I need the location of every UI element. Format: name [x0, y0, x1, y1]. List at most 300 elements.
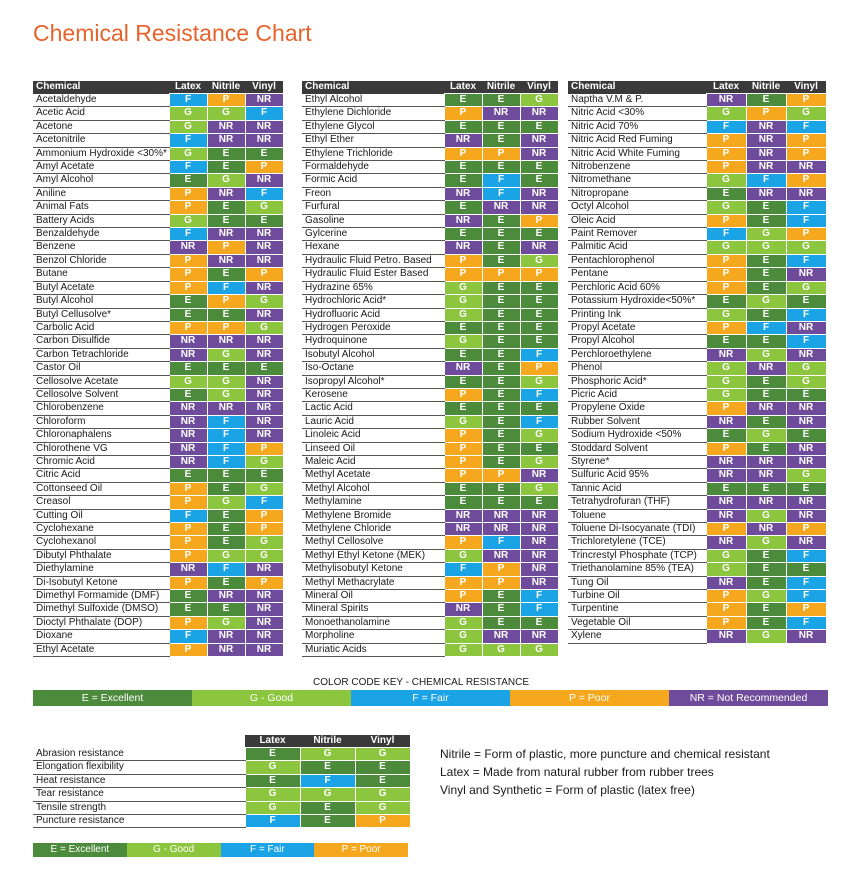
rating-cell: NR [706, 94, 746, 107]
chemical-name: Benzaldehyde [33, 228, 169, 241]
rating-cell: E [706, 187, 746, 200]
rating-cell: F [482, 187, 520, 200]
rating-cell: F [786, 308, 826, 321]
rating-cell: P [444, 455, 482, 468]
table-row [33, 268, 283, 281]
chemical-name: Cellosolve Acetate [33, 375, 169, 388]
rating-cell: NR [706, 455, 746, 468]
rating-cell: G [520, 455, 558, 468]
table-row [302, 254, 558, 267]
rating-cell: P [706, 254, 746, 267]
legend-vinyl: Vinyl and Synthetic = Form of plastic (latex free) [440, 783, 695, 797]
rating-cell: NR [746, 120, 786, 133]
rating-cell: NR [786, 496, 826, 509]
table-row [568, 415, 826, 428]
rating-cell: E [207, 469, 245, 482]
rating-cell: P [706, 321, 746, 334]
chemical-name: Iso-Octane [302, 362, 444, 375]
rating-cell: P [169, 643, 207, 656]
rating-cell: NR [520, 147, 558, 160]
rating-cell: G [207, 616, 245, 629]
key2-item: E = Excellent [33, 843, 127, 857]
rating-cell: F [786, 120, 826, 133]
rating-cell: P [482, 268, 520, 281]
rating-cell: G [444, 335, 482, 348]
rating-cell: E [482, 429, 520, 442]
rating-cell: NR [706, 509, 746, 522]
table-row [302, 174, 558, 187]
table-row [568, 228, 826, 241]
rating-cell: F [786, 201, 826, 214]
rating-cell: P [444, 147, 482, 160]
rating-cell: G [746, 429, 786, 442]
table-row [302, 214, 558, 227]
chemical-name: Carbon Tetrachloride [33, 348, 169, 361]
table-row [33, 321, 283, 334]
rating-cell: NR [245, 94, 283, 107]
rating-cell: G [169, 147, 207, 160]
column-header-chemical: Chemical [302, 81, 444, 94]
rating-cell: NR [520, 536, 558, 549]
rating-cell: F [706, 228, 746, 241]
table-row [302, 107, 558, 120]
property-name: Tensile strength [33, 801, 245, 814]
chem-table-1 [33, 81, 284, 657]
rating-cell: G [706, 388, 746, 401]
table-row [568, 563, 826, 576]
rating-cell: P [482, 576, 520, 589]
property-row [33, 748, 410, 761]
rating-cell: G [207, 107, 245, 120]
table-row [568, 362, 826, 375]
rating-cell: P [444, 469, 482, 482]
table-row [568, 241, 826, 254]
rating-cell: NR [169, 335, 207, 348]
table-row [33, 509, 283, 522]
table-row [302, 228, 558, 241]
rating-cell: E [482, 94, 520, 107]
table-row [302, 147, 558, 160]
rating-cell: G [706, 201, 746, 214]
rating-cell: E [746, 308, 786, 321]
rating-cell: G [746, 536, 786, 549]
rating-cell: G [207, 348, 245, 361]
rating-cell: E [482, 161, 520, 174]
chemical-name: Methyl Cellosolve [302, 536, 444, 549]
rating-cell: NR [786, 455, 826, 468]
color-key-bar [33, 690, 828, 706]
rating-cell: P [706, 134, 746, 147]
rating-cell: NR [746, 402, 786, 415]
chemical-name: Butyl Cellusolve* [33, 308, 169, 321]
rating-cell: NR [746, 455, 786, 468]
rating-cell: NR [207, 630, 245, 643]
chemical-name: Cottonseed Oil [33, 482, 169, 495]
table-row [568, 107, 826, 120]
column-header-nitrile: Nitrile [482, 81, 520, 94]
key-item: F = Fair [351, 690, 510, 706]
rating-cell: NR [520, 201, 558, 214]
chemical-name: Butyl Acetate [33, 281, 169, 294]
rating-cell: E [746, 415, 786, 428]
rating-cell: P [706, 590, 746, 603]
color-key-title: COLOR CODE KEY - CHEMICAL RESISTANCE [313, 677, 529, 688]
rating-cell: NR [786, 268, 826, 281]
rating-cell: P [706, 268, 746, 281]
table-row [33, 214, 283, 227]
table-row [568, 388, 826, 401]
property-name: Puncture resistance [33, 815, 245, 828]
rating-cell: NR [245, 616, 283, 629]
rating-cell: NR [207, 590, 245, 603]
rating-cell: NR [207, 335, 245, 348]
rating-cell: F [482, 174, 520, 187]
rating-cell: E [746, 335, 786, 348]
rating-cell: P [444, 590, 482, 603]
properties-header-latex: Latex [245, 735, 300, 748]
chemical-name: Amyl Acetate [33, 161, 169, 174]
rating-cell: G [207, 549, 245, 562]
table-row [33, 469, 283, 482]
rating-cell: NR [482, 107, 520, 120]
chemical-name: Lactic Acid [302, 402, 444, 415]
table-row [33, 241, 283, 254]
chemical-name: Trichloretylene (TCE) [568, 536, 706, 549]
chemical-name: Methylene Bromide [302, 509, 444, 522]
key-item: E = Excellent [33, 690, 192, 706]
table-row [33, 482, 283, 495]
rating-cell: E [482, 362, 520, 375]
key2-item: P = Poor [314, 843, 408, 857]
chemical-name: Amyl Alcohol [33, 174, 169, 187]
table-row [568, 402, 826, 415]
rating-cell: NR [706, 469, 746, 482]
rating-cell: E [746, 201, 786, 214]
key2-item: F = Fair [221, 843, 315, 857]
rating-cell: E [482, 241, 520, 254]
properties-header-blank [33, 735, 245, 748]
chemical-name: Cutting Oil [33, 509, 169, 522]
table-row [33, 295, 283, 308]
table-row [568, 201, 826, 214]
rating-cell: F [746, 321, 786, 334]
rating-cell: F [786, 590, 826, 603]
rating-cell: E [444, 161, 482, 174]
property-rating-cell: E [300, 761, 355, 774]
rating-cell: E [786, 429, 826, 442]
chemical-name: Chlorothene VG [33, 442, 169, 455]
chemical-name: Methyl Methacrylate [302, 576, 444, 589]
rating-cell: G [746, 509, 786, 522]
rating-cell: P [245, 268, 283, 281]
rating-cell: NR [245, 228, 283, 241]
chemical-name: Triethanolamine 85% (TEA) [568, 563, 706, 576]
rating-cell: P [444, 442, 482, 455]
rating-cell: NR [786, 536, 826, 549]
rating-cell: E [746, 281, 786, 294]
chemical-name: Nitrobenzene [568, 161, 706, 174]
chemical-name: Potassium Hydroxide<50%* [568, 295, 706, 308]
glove-type-legend [440, 745, 770, 799]
chemical-name: Methylamine [302, 496, 444, 509]
chemical-name: Sulfuric Acid 95% [568, 469, 706, 482]
chemical-name: Ammonium Hydroxide <30%* [33, 147, 169, 160]
chemical-name: Dioxane [33, 630, 169, 643]
chemical-name: Citric Acid [33, 469, 169, 482]
table-row [568, 94, 826, 107]
rating-cell: E [482, 214, 520, 227]
chemical-name: Tung Oil [568, 576, 706, 589]
rating-cell: NR [169, 415, 207, 428]
property-rating-cell: G [355, 801, 410, 814]
table-row [33, 187, 283, 200]
table-row [302, 469, 558, 482]
table-row [302, 120, 558, 133]
rating-cell: NR [245, 429, 283, 442]
table-row [568, 268, 826, 281]
chemical-name: Morpholine [302, 630, 444, 643]
rating-cell: P [706, 402, 746, 415]
chemical-name: Propylene Oxide [568, 402, 706, 415]
table-row [33, 549, 283, 562]
table-row [33, 496, 283, 509]
rating-cell: P [169, 576, 207, 589]
chemical-name: Ethyl Ether [302, 134, 444, 147]
rating-cell: NR [706, 415, 746, 428]
chemical-name: Acetone [33, 120, 169, 133]
rating-cell: G [746, 241, 786, 254]
rating-cell: E [520, 281, 558, 294]
page-title: Chemical Resistance Chart [33, 20, 312, 46]
rating-cell: NR [786, 415, 826, 428]
rating-cell: NR [746, 362, 786, 375]
rating-cell: E [207, 268, 245, 281]
chemical-name: Phenol [568, 362, 706, 375]
key-item: NR = Not Recommended [669, 690, 828, 706]
table-row [302, 402, 558, 415]
table-row [302, 523, 558, 536]
rating-cell: NR [746, 161, 786, 174]
table-row [33, 107, 283, 120]
chemical-name: Chlorobenzene [33, 402, 169, 415]
rating-cell: NR [169, 241, 207, 254]
chemical-name: Methylene Chloride [302, 523, 444, 536]
rating-cell: E [245, 469, 283, 482]
rating-cell: E [482, 616, 520, 629]
chemical-name: Pentane [568, 268, 706, 281]
rating-cell: P [245, 576, 283, 589]
legend-latex: Latex = Made from natural rubber from rubber trees [440, 765, 714, 779]
rating-cell: G [520, 482, 558, 495]
table-row [302, 375, 558, 388]
rating-cell: G [245, 321, 283, 334]
chemical-name: Methyl Acetate [302, 469, 444, 482]
rating-cell: P [482, 469, 520, 482]
chemical-name: Gasoline [302, 214, 444, 227]
rating-cell: NR [245, 308, 283, 321]
table-row [302, 388, 558, 401]
table-header-row [568, 81, 826, 94]
rating-cell: G [706, 308, 746, 321]
rating-cell: F [207, 563, 245, 576]
table-row [302, 94, 558, 107]
rating-cell: F [786, 576, 826, 589]
rating-cell: G [482, 643, 520, 656]
rating-cell: NR [746, 134, 786, 147]
rating-cell: NR [245, 134, 283, 147]
chemical-name: Nitric Acid 70% [568, 120, 706, 133]
rating-cell: P [245, 161, 283, 174]
rating-cell: E [444, 201, 482, 214]
property-rating-cell: F [245, 815, 300, 828]
rating-cell: NR [245, 563, 283, 576]
table-row [33, 134, 283, 147]
rating-cell: E [482, 120, 520, 133]
rating-cell: NR [482, 549, 520, 562]
table-row [568, 482, 826, 495]
property-row [33, 815, 410, 828]
table-row [302, 496, 558, 509]
chemical-name: Battery Acids [33, 214, 169, 227]
chemical-name: Maleic Acid [302, 455, 444, 468]
rating-cell: E [482, 482, 520, 495]
rating-cell: E [482, 415, 520, 428]
table-row [33, 362, 283, 375]
rating-cell: NR [706, 348, 746, 361]
table-row [33, 375, 283, 388]
rating-cell: E [169, 388, 207, 401]
rating-cell: F [207, 281, 245, 294]
table-row [302, 509, 558, 522]
property-rating-cell: E [245, 748, 300, 761]
chemical-name: Monoethanolamine [302, 616, 444, 629]
rating-cell: E [444, 348, 482, 361]
rating-cell: P [207, 295, 245, 308]
rating-cell: E [482, 321, 520, 334]
table-row [568, 536, 826, 549]
property-row [33, 774, 410, 787]
table-row [33, 563, 283, 576]
chemical-name: Trincrestyl Phosphate (TCP) [568, 549, 706, 562]
rating-cell: F [520, 590, 558, 603]
chemical-name: Ethylene Glycol [302, 120, 444, 133]
property-key-bar [33, 843, 408, 857]
table-row [33, 94, 283, 107]
rating-cell: E [444, 120, 482, 133]
rating-cell: P [786, 228, 826, 241]
rating-cell: NR [169, 402, 207, 415]
property-name: Tear resistance [33, 788, 245, 801]
rating-cell: NR [746, 147, 786, 160]
rating-cell: E [706, 429, 746, 442]
rating-cell: E [786, 563, 826, 576]
chemical-name: Animal Fats [33, 201, 169, 214]
chemical-name: Isopropyl Alcohol* [302, 375, 444, 388]
rating-cell: NR [706, 496, 746, 509]
rating-cell: P [706, 214, 746, 227]
rating-cell: NR [786, 161, 826, 174]
rating-cell: P [207, 94, 245, 107]
table-row [33, 576, 283, 589]
rating-cell: F [245, 496, 283, 509]
rating-cell: G [169, 107, 207, 120]
rating-cell: P [706, 147, 746, 160]
table-row [568, 603, 826, 616]
chemical-name: Benzol Chloride [33, 254, 169, 267]
rating-cell: NR [520, 523, 558, 536]
table-row [568, 214, 826, 227]
rating-cell: F [245, 187, 283, 200]
rating-cell: F [169, 509, 207, 522]
chemical-name: Paint Remover [568, 228, 706, 241]
rating-cell: G [444, 281, 482, 294]
rating-cell: F [169, 228, 207, 241]
rating-cell: P [520, 362, 558, 375]
chemical-name: Hydrazine 65% [302, 281, 444, 294]
table-row [302, 429, 558, 442]
rating-cell: E [207, 308, 245, 321]
table-header-row [302, 81, 558, 94]
table-row [302, 415, 558, 428]
chemical-name: Propyl Alcohol [568, 335, 706, 348]
chemical-name: Lauric Acid [302, 415, 444, 428]
table-row [302, 308, 558, 321]
rating-cell: G [169, 120, 207, 133]
rating-cell: P [706, 281, 746, 294]
chemical-name: Perchloroethylene [568, 348, 706, 361]
rating-cell: G [207, 375, 245, 388]
chemical-name: Mineral Spirits [302, 603, 444, 616]
rating-cell: E [482, 375, 520, 388]
chemical-name: Nitric Acid Red Fuming [568, 134, 706, 147]
chemical-name: Printing Ink [568, 308, 706, 321]
property-name: Elongation flexibility [33, 761, 245, 774]
chemical-name: Methylisobutyl Ketone [302, 563, 444, 576]
rating-cell: G [444, 549, 482, 562]
property-rating-cell: G [300, 748, 355, 761]
rating-cell: F [207, 429, 245, 442]
rating-cell: F [169, 161, 207, 174]
rating-cell: P [245, 509, 283, 522]
rating-cell: E [444, 402, 482, 415]
rating-cell: G [786, 362, 826, 375]
rating-cell: P [444, 536, 482, 549]
legend-nitrile: Nitrile = Form of plastic, more puncture and chemical resistant [440, 747, 770, 761]
chemical-name: Picric Acid [568, 388, 706, 401]
chemical-name: Butane [33, 268, 169, 281]
table-row [33, 335, 283, 348]
rating-cell: E [746, 268, 786, 281]
table-row [568, 134, 826, 147]
rating-cell: P [169, 616, 207, 629]
properties-header-nitrile: Nitrile [300, 735, 355, 748]
rating-cell: E [746, 482, 786, 495]
property-rating-cell: G [245, 761, 300, 774]
rating-cell: P [169, 254, 207, 267]
rating-cell: G [520, 375, 558, 388]
property-row [33, 761, 410, 774]
rating-cell: E [207, 147, 245, 160]
chemical-name: Ethylene Dichloride [302, 107, 444, 120]
chemical-name: Methyl Ethyl Ketone (MEK) [302, 549, 444, 562]
rating-cell: P [169, 496, 207, 509]
rating-cell: NR [245, 335, 283, 348]
property-row [33, 801, 410, 814]
rating-cell: E [169, 603, 207, 616]
column-header-chemical: Chemical [33, 81, 169, 94]
chemical-name: Chromic Acid [33, 455, 169, 468]
table-row [302, 442, 558, 455]
